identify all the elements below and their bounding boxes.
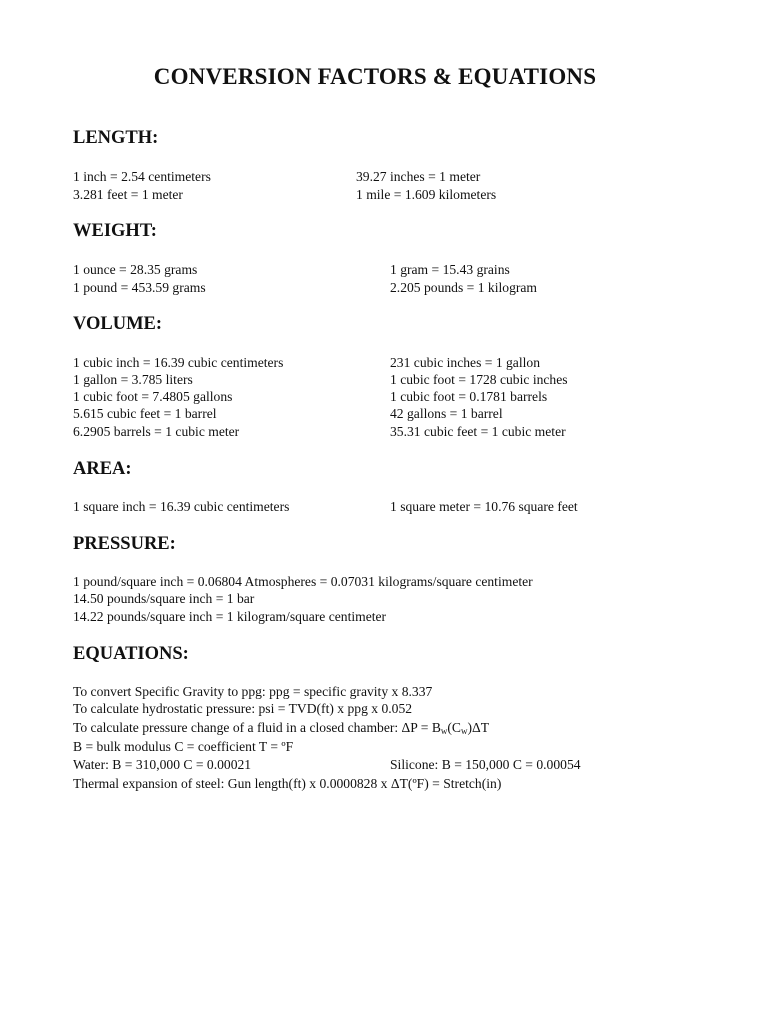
pressure-line-3: 14.22 pounds/square inch = 1 kilogram/square centimeter: [73, 609, 387, 624]
silicone-values: Silicone: B = 150,000 C = 0.00054: [390, 757, 581, 772]
pressure-line-2: 14.50 pounds/square inch = 1 bar: [73, 591, 255, 606]
volume-row-2-left: 1 gallon = 3.785 liters: [73, 372, 193, 387]
hydrostatic-equation: To calculate hydrostatic pressure: psi = TVD(ft) x ppg x 0.052: [73, 701, 413, 716]
weight-heading: WEIGHT:: [73, 221, 157, 241]
chamber-equation-sub-1: w: [440, 726, 448, 736]
chamber-equation: [73, 719, 489, 740]
page-title: CONVERSION FACTORS & EQUATIONS: [153, 64, 597, 89]
length-row-1-left: 1 inch = 2.54 centimeters: [73, 169, 211, 184]
area-heading: AREA:: [73, 459, 132, 479]
chamber-equation-prefix: To calculate pressure change of a fluid in a closed chamber: ΔP = B: [73, 720, 441, 735]
area-row-1-right: 1 square meter = 10.76 square feet: [390, 499, 578, 514]
weight-row-2-left: 1 pound = 453.59 grams: [73, 280, 206, 295]
volume-row-1-left: 1 cubic inch = 16.39 cubic centimeters: [73, 355, 284, 370]
volume-row-4-left: 5.615 cubic feet = 1 barrel: [73, 406, 217, 421]
variable-legend: B = bulk modulus C = coefficient T = ºF: [73, 739, 294, 754]
pressure-line-1: 1 pound/square inch = 0.06804 Atmospheres = 0.07031 kilograms/square centimeter: [73, 574, 533, 589]
chamber-equation-suffix: )ΔT: [467, 720, 490, 735]
equations-heading: EQUATIONS:: [73, 644, 189, 664]
volume-row-5-left: 6.2905 barrels = 1 cubic meter: [73, 424, 240, 439]
volume-row-1-right: 231 cubic inches = 1 gallon: [390, 355, 540, 370]
volume-row-3-right: 1 cubic foot = 0.1781 barrels: [390, 389, 548, 404]
length-row-1-right: 39.27 inches = 1 meter: [356, 169, 481, 184]
thermal-expansion-equation: Thermal expansion of steel: Gun length(ft) x 0.0000828 x ΔT(ºF) = Stretch(in): [73, 776, 502, 791]
water-values: Water: B = 310,000 C = 0.00021: [73, 757, 252, 772]
volume-row-2-right: 1 cubic foot = 1728 cubic inches: [390, 372, 568, 387]
weight-row-1-right: 1 gram = 15.43 grains: [390, 262, 510, 277]
volume-row-5-right: 35.31 cubic feet = 1 cubic meter: [390, 424, 566, 439]
weight-row-1-left: 1 ounce = 28.35 grams: [73, 262, 198, 277]
ppg-equation: To convert Specific Gravity to ppg: ppg = specific gravity x 8.337: [73, 684, 433, 699]
area-row-1-left: 1 square inch = 16.39 cubic centimeters: [73, 499, 290, 514]
length-heading: LENGTH:: [73, 128, 159, 148]
weight-row-2-right: 2.205 pounds = 1 kilogram: [390, 280, 537, 295]
pressure-heading: PRESSURE:: [73, 534, 176, 554]
length-row-2-right: 1 mile = 1.609 kilometers: [356, 187, 497, 202]
volume-row-4-right: 42 gallons = 1 barrel: [390, 406, 503, 421]
chamber-equation-mid: (C: [447, 720, 461, 735]
length-row-2-left: 3.281 feet = 1 meter: [73, 187, 183, 202]
volume-row-3-left: 1 cubic foot = 7.4805 gallons: [73, 389, 233, 404]
volume-heading: VOLUME:: [73, 314, 163, 334]
chamber-equation-sub-2: w: [460, 726, 468, 736]
